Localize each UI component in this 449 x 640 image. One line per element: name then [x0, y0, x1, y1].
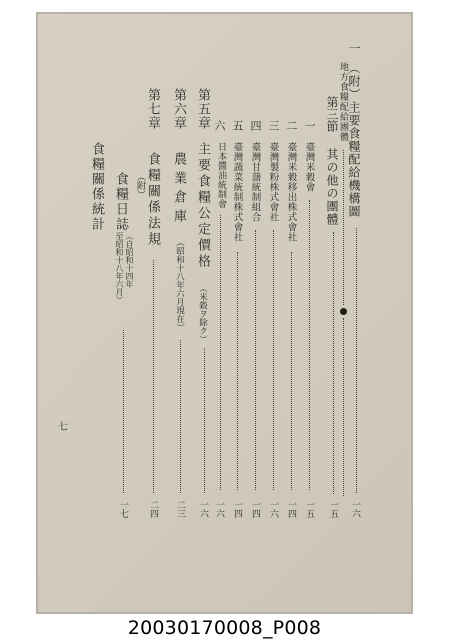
toc-page-number: 一六: [268, 500, 278, 518]
toc-entry-title: 日本醬油統制會: [216, 142, 226, 209]
toc-page-number: 二四: [148, 500, 158, 518]
appendix-entry-note: 至昭和十八年六月）: [115, 232, 124, 304]
toc-page-number: 一六: [214, 500, 224, 518]
toc-subentry: 地方食糧配給團體: [338, 62, 348, 142]
toc-leader: [237, 252, 238, 490]
toc-entry-title: （附）主要食糧配給機構圖: [347, 62, 361, 218]
chapter-note: （米穀ヲ除ク）: [197, 284, 208, 344]
bullet-marker: [340, 308, 347, 315]
chapter-title: 食糧關係法規: [145, 152, 160, 248]
toc-page-number: 一四: [232, 500, 242, 518]
toc-leader: [220, 215, 221, 490]
image-caption: 20030170008_P008: [127, 617, 322, 639]
toc-number: 四: [249, 120, 262, 131]
appendix-entry-title: 食糧日誌: [113, 172, 128, 232]
toc-number: 三: [267, 120, 280, 131]
toc-page-number: 一五: [328, 500, 338, 518]
toc-number: 五: [231, 120, 244, 131]
toc-page-number: 一四: [250, 500, 260, 518]
toc-number: 一: [347, 42, 361, 54]
toc-leader: [204, 348, 205, 493]
toc-entry-title: 臺灣米穀移出株式會社: [285, 142, 297, 242]
toc-entry-title: 臺灣蔬菜統制株式會社: [231, 142, 243, 242]
toc-page-number: 一四: [286, 500, 296, 518]
toc-leader: [309, 200, 310, 490]
toc-leader: [180, 340, 181, 493]
chapter-title: 農業倉庫: [171, 152, 186, 228]
appendix-entry-note: （自昭和十四年: [125, 232, 134, 288]
toc-leader: [343, 150, 344, 305]
page-number: 七: [58, 422, 68, 433]
toc-page-number: 一七: [118, 500, 128, 518]
toc-number: 二: [285, 120, 298, 131]
toc-leader: [333, 232, 334, 494]
toc-page-number: 一五: [304, 500, 314, 518]
chapter-note: （昭和十八年六月現在）: [174, 238, 185, 332]
chapter-number: 第七章: [145, 88, 160, 130]
toc-leader: [356, 228, 357, 493]
chapter-number: 第五章: [195, 88, 210, 130]
toc-leader: [273, 230, 274, 490]
chapter-number: 第六章: [171, 88, 186, 130]
toc-leader: [343, 318, 344, 496]
toc-page-number: 二三: [175, 500, 185, 518]
toc-leader: [255, 230, 256, 490]
toc-page-number: 一六: [350, 500, 360, 518]
section-title: 其の他の團體: [325, 148, 339, 226]
toc-entry-title: 臺灣甘藷統制組合: [249, 142, 261, 222]
toc-entry-title: 臺灣製粉株式會社: [267, 142, 279, 222]
chapter-title: 主要食糧公定價格: [195, 142, 210, 270]
toc-leader: [123, 330, 124, 493]
appendix-label: （附）: [135, 172, 145, 199]
toc-entry-title: 臺灣米穀會: [303, 142, 315, 192]
section-number: 第三節: [325, 96, 339, 132]
toc-number: 六: [213, 120, 226, 131]
toc-leader: [291, 252, 292, 490]
toc-leader: [153, 260, 154, 493]
toc-page-number: 一六: [198, 500, 208, 518]
toc-number: 一: [303, 120, 316, 131]
appendix-entry-title: 食糧關係統計: [89, 142, 104, 232]
